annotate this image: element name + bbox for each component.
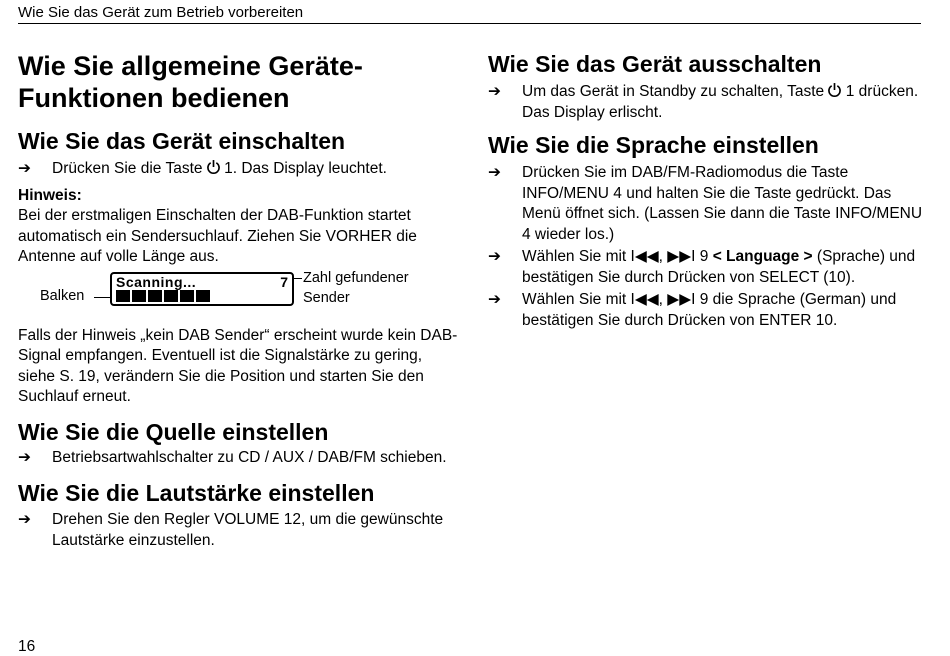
power-icon	[828, 82, 841, 98]
bullet-text: 1. Das Display leuchtet.	[224, 160, 387, 177]
bullet-source	[18, 448, 458, 469]
section-title-volume: Wie Sie die Lautstärke einstellen	[18, 480, 375, 506]
arrow-right-icon: ➔	[18, 511, 31, 528]
header-rule	[18, 23, 921, 24]
figure-label-count-1: Zahl gefundener	[303, 269, 409, 286]
page-number: 16	[18, 638, 36, 655]
bullet-switch-off	[488, 82, 928, 123]
arrow-right-icon: ➔	[488, 291, 501, 308]
bullet-text: Drücken Sie im DAB/FM-Radiomodus die Taste INFO/MENU 4 und halten Sie die Taste gedrückt. Das Menü öffnet sich. (Lassen Sie dann die Taste INFO/MENU 4 wieder los.)	[522, 164, 923, 243]
arrow-right-icon: ➔	[18, 160, 31, 177]
bullet-text: 1 drücken. Das Display erlischt.	[522, 83, 919, 121]
progress-block	[148, 290, 162, 302]
bullet-language-1	[488, 163, 928, 245]
display-text: Scanning...	[116, 273, 197, 290]
main-title-line1: Wie Sie allgemeine Geräte-	[18, 51, 363, 81]
section-title-language: Wie Sie die Sprache einstellen	[488, 132, 819, 158]
bullet-text: Wählen Sie mit I◀◀, ▶▶I 9	[522, 248, 709, 265]
left-column	[18, 50, 458, 551]
progress-blocks	[116, 290, 210, 302]
display-count: 7	[280, 273, 288, 290]
progress-block	[116, 290, 130, 302]
power-icon	[207, 159, 220, 175]
figure-label-bar: Balken	[40, 287, 85, 304]
bullet-switch-on	[18, 159, 458, 180]
arrow-right-icon: ➔	[488, 248, 501, 265]
running-header: Wie Sie das Gerät zum Betrieb vorbereiten	[18, 4, 304, 21]
hint-text: Bei der erstmaligen Einschalten der DAB-Funktion startet automatisch ein Sendersuchlauf. Ziehen Sie VORHER die Antenne auf volle Länge aus.	[18, 207, 417, 265]
leader-line	[94, 297, 110, 298]
bullet-text: Drücken Sie die Taste	[52, 160, 203, 177]
bullet-text: Wählen Sie mit I◀◀, ▶▶I 9 die Sprache (German) und bestätigen Sie durch Drücken von ENTER 10.	[522, 291, 897, 329]
arrow-right-icon: ➔	[488, 83, 501, 100]
arrow-right-icon: ➔	[488, 164, 501, 181]
main-title-line2: Funktionen bedienen	[18, 83, 290, 113]
leader-line	[294, 278, 302, 279]
scanning-figure	[18, 270, 458, 324]
display-screen	[110, 272, 294, 306]
bullet-volume	[18, 510, 458, 551]
section-title-switch-off: Wie Sie das Gerät ausschalten	[488, 51, 822, 77]
progress-block	[196, 290, 210, 302]
bullet-language-3	[488, 290, 928, 331]
dab-note: Falls der Hinweis „kein DAB Sender“ erscheint wurde kein DAB-Signal empfangen. Eventuell ist die Signalstärke zu gering, siehe S. 19, verändern Sie die Position und starten Sie den Suchlauf erneut.	[18, 326, 458, 405]
arrow-right-icon: ➔	[18, 448, 31, 466]
section-title-switch-on: Wie Sie das Gerät einschalten	[18, 128, 346, 154]
figure-label-count-2: Sender	[303, 289, 350, 306]
bullet-text: (Sprache) und bestätigen Sie durch Drücken von SELECT (10).	[522, 248, 916, 286]
main-title	[18, 50, 458, 114]
bullet-text: Drehen Sie den Regler VOLUME 12, um die gewünschte Lautstärke einzustellen.	[52, 511, 444, 549]
language-menu-label: < Language >	[712, 248, 813, 265]
bullet-text: Betriebsartwahlschalter zu CD / AUX / DAB/FM schieben.	[52, 448, 447, 466]
progress-block	[164, 290, 178, 302]
bullet-language-2	[488, 247, 928, 288]
bullet-text: Um das Gerät in Standby zu schalten, Taste	[522, 83, 825, 100]
progress-block	[180, 290, 194, 302]
hint-title: Hinweis:	[18, 186, 82, 204]
section-title-source: Wie Sie die Quelle einstellen	[18, 418, 329, 445]
progress-block	[132, 290, 146, 302]
right-column	[488, 50, 928, 331]
